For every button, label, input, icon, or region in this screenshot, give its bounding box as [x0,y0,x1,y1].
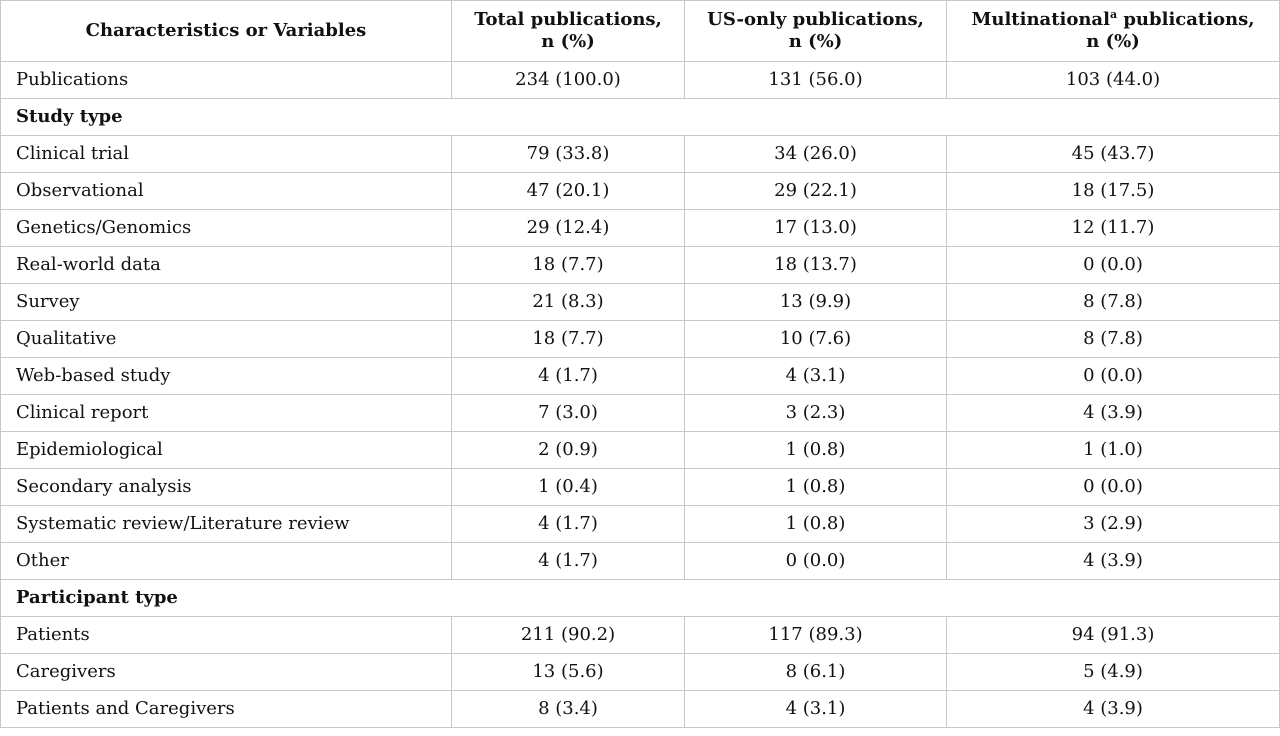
header-multi-line2: n (%) [1086,31,1140,52]
section-title-participant-type: Participant type [1,580,1280,617]
table-row [1,506,1280,543]
row-label: Observational [1,173,452,210]
table-row [1,62,1280,99]
header-multinational [947,1,1280,62]
row-label: Other [1,543,452,580]
table-row [1,210,1280,247]
row-multi: 4 (3.9) [947,395,1280,432]
row-label: Web-based study [1,358,452,395]
header-total-line1: Total publications, [474,9,662,30]
row-total: 79 (33.8) [452,136,685,173]
table-row [1,247,1280,284]
row-multi: 4 (3.9) [947,543,1280,580]
row-us: 10 (7.6) [685,321,947,358]
section-row-participant-type [1,580,1280,617]
row-multi: 0 (0.0) [947,469,1280,506]
row-label: Publications [1,62,452,99]
row-total: 4 (1.7) [452,506,685,543]
row-label: Clinical trial [1,136,452,173]
row-us: 1 (0.8) [685,469,947,506]
table-row [1,654,1280,691]
section-row-study-type [1,99,1280,136]
row-us: 4 (3.1) [685,691,947,728]
row-total: 47 (20.1) [452,173,685,210]
table-row [1,136,1280,173]
row-total: 18 (7.7) [452,247,685,284]
row-total: 18 (7.7) [452,321,685,358]
row-total: 7 (3.0) [452,395,685,432]
row-us: 0 (0.0) [685,543,947,580]
header-total-line2: n (%) [541,31,595,52]
header-us-only [685,1,947,62]
row-multi: 94 (91.3) [947,617,1280,654]
row-us: 13 (9.9) [685,284,947,321]
row-multi: 103 (44.0) [947,62,1280,99]
row-multi: 1 (1.0) [947,432,1280,469]
table-row [1,617,1280,654]
header-multi-footnote-mark: a [1109,8,1118,21]
row-us: 18 (13.7) [685,247,947,284]
row-multi: 8 (7.8) [947,321,1280,358]
row-us: 3 (2.3) [685,395,947,432]
row-multi: 5 (4.9) [947,654,1280,691]
row-us: 131 (56.0) [685,62,947,99]
table-row [1,469,1280,506]
row-label: Caregivers [1,654,452,691]
row-label: Patients and Caregivers [1,691,452,728]
row-total: 21 (8.3) [452,284,685,321]
row-us: 117 (89.3) [685,617,947,654]
header-characteristics [1,1,452,62]
row-total: 1 (0.4) [452,469,685,506]
header-characteristics-label: Characteristics or Variables [85,20,367,41]
row-total: 211 (90.2) [452,617,685,654]
row-total: 29 (12.4) [452,210,685,247]
row-label: Real-world data [1,247,452,284]
row-label: Secondary analysis [1,469,452,506]
row-multi: 4 (3.9) [947,691,1280,728]
row-label: Genetics/Genomics [1,210,452,247]
table-row [1,284,1280,321]
row-us: 1 (0.8) [685,432,947,469]
row-total: 4 (1.7) [452,543,685,580]
row-us: 4 (3.1) [685,358,947,395]
table-row [1,358,1280,395]
row-total: 13 (5.6) [452,654,685,691]
section-title-study-type: Study type [1,99,1280,136]
row-label: Epidemiological [1,432,452,469]
header-row [1,1,1280,62]
row-total: 2 (0.9) [452,432,685,469]
row-label: Clinical report [1,395,452,432]
row-total: 8 (3.4) [452,691,685,728]
row-label: Survey [1,284,452,321]
header-total [452,1,685,62]
row-us: 29 (22.1) [685,173,947,210]
row-us: 34 (26.0) [685,136,947,173]
table-row [1,432,1280,469]
table-row [1,543,1280,580]
row-us: 1 (0.8) [685,506,947,543]
row-multi: 3 (2.9) [947,506,1280,543]
table-row [1,395,1280,432]
row-multi: 8 (7.8) [947,284,1280,321]
row-total: 234 (100.0) [452,62,685,99]
header-us-line1: US-only publications, [707,9,924,30]
row-multi: 0 (0.0) [947,247,1280,284]
row-label: Qualitative [1,321,452,358]
table-row [1,691,1280,728]
row-multi: 12 (11.7) [947,210,1280,247]
row-us: 17 (13.0) [685,210,947,247]
row-label: Patients [1,617,452,654]
table-row [1,321,1280,358]
row-multi: 18 (17.5) [947,173,1280,210]
header-multi-post: publications, [1117,9,1255,30]
row-total: 4 (1.7) [452,358,685,395]
row-multi: 45 (43.7) [947,136,1280,173]
row-multi: 0 (0.0) [947,358,1280,395]
header-us-line2: n (%) [788,31,843,52]
table-row [1,173,1280,210]
header-multi-pre: Multinational [971,9,1110,30]
row-us: 8 (6.1) [685,654,947,691]
row-label: Systematic review/Literature review [1,506,452,543]
